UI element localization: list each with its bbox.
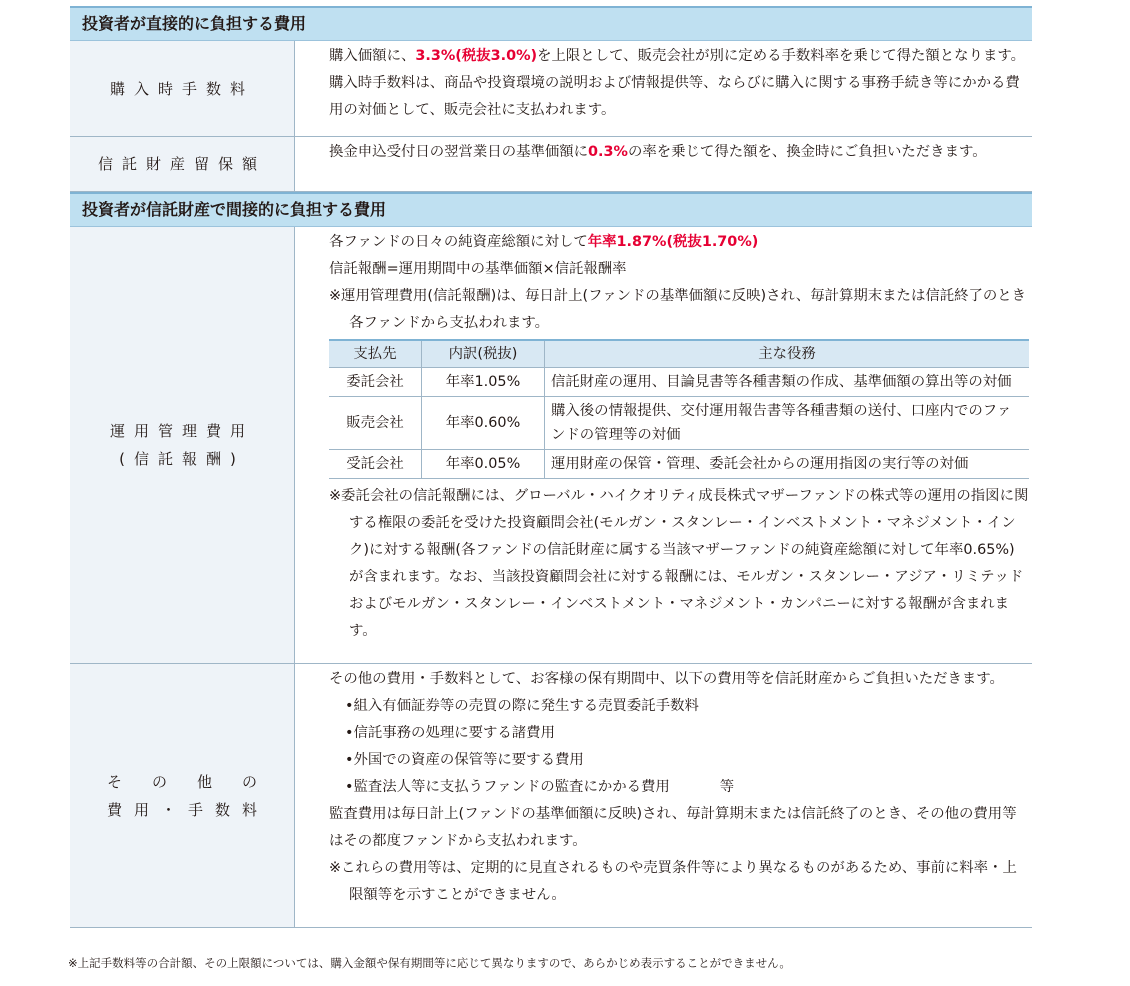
list-item: •外国での資産の保管等に要する費用 <box>345 752 584 768</box>
row-other-fees <box>70 664 1032 928</box>
management-fee-rate: 年率1.87%(税抜1.70%) <box>587 234 759 250</box>
content-other-fees: その他の費用・手数料として、お客様の保有期間中、以下の費用等を信託財産からご負担いただきます。 •組入有価証券等の売買の際に発生する売買委託手数料 •信託事務の処理に要する諸費用 •外国での資産の保管等に要する費用 •監査法人等に支払うファンドの監査にかかる費用 等 監査費用は毎日計上(ファンドの基準価額に反映)され、毎計算期末または信託終了のとき、その他の費用等はその都度ファンドから支払われます。 ※これらの費用等は、定期的に見直されるものや売買条件等により異なるものがあるため、事前に料率・上限額等を示すことができません。 <box>295 664 1032 927</box>
label-purchase-fee: 購入時手数料 <box>70 41 295 136</box>
section-header-direct: 投資者が直接的に負担する費用 <box>70 6 1032 41</box>
fee-table <box>70 6 1032 928</box>
list-item: •監査法人等に支払うファンドの監査にかかる費用 等 <box>345 779 735 795</box>
header-payee: 支払先 <box>329 340 422 368</box>
label-other-fees: その他の 費用・手数料 <box>70 664 295 927</box>
row-purchase-fee <box>70 41 1032 137</box>
footnote: ※上記手数料等の合計額、その上限額については、購入金額や保有期間等に応じて異なりますので、あらかじめ表示することができません。 <box>68 956 791 970</box>
list-item: •信託事務の処理に要する諸費用 <box>345 725 555 741</box>
label-retention: 信託財産留保額 <box>70 137 295 191</box>
table-row: 販売会社 年率0.60% 購入後の情報提供、交付運用報告書等各種書類の送付、口座内でのファンドの管理等の対価 <box>329 397 1029 450</box>
list-item: •組入有価証券等の売買の際に発生する売買委託手数料 <box>345 698 699 714</box>
purchase-fee-rate: 3.3%(税抜3.0%) <box>415 48 538 64</box>
label-management-fee: 運用管理費用 (信託報酬) <box>70 227 295 663</box>
table-row: 委託会社 年率1.05% 信託財産の運用、目論見書等各種書類の作成、基準価額の算出等の対価 <box>329 368 1029 397</box>
section-header-indirect: 投資者が信託財産で間接的に負担する費用 <box>70 192 1032 227</box>
content-management-fee: 各ファンドの日々の純資産総額に対して年率1.87%(税抜1.70%) 信託報酬=運用期間中の基準価額×信託報酬率 ※運用管理費用(信託報酬)は、毎日計上(ファンドの基準価額に反映)され、毎計算期末または信託終了のとき各ファンドから支払われます。 支払先 内訳(税抜) 主な役務 委託会社 年率1.05% 信託財産の運用、目論見書等各種書類の作成、基準価額の算出等の対価 販売会社 年率0.60% 購入後の情報提供、交付運用報告書等各種書類の送付、口座内でのファンドの管理等の対価 受託会社 年率0.05% 運用財産の保管・管理、委託会社からの運用指図の実行等の対価 ※委託会社の信託報酬には、グローバル・ハイクオリティ成長株式マザーファンドの株式等の運用の指図に関する権限の委託を受けた投資顧問会社(モルガン・スタンレー・インベストメント・マネジメント・インク)に対する報酬(各ファンドの信託財産に属する当該マザーファンドの純資産総額に対して年率0.65%)が含まれます。なお、当該投資顧問会社に対する報酬には、モルガン・スタンレー・アジア・リミテッドおよびモルガン・スタンレー・インベストメント・マネジメント・カンパニーに対する報酬が含まれます。 <box>329 234 1029 639</box>
row-management-fee <box>70 227 1032 664</box>
fee-breakdown-table <box>329 339 1029 479</box>
header-rate: 内訳(税抜) <box>422 340 545 368</box>
retention-rate: 0.3% <box>588 144 628 160</box>
content-retention: 換金申込受付日の翌営業日の基準価額に0.3%の率を乗じて得た額を、換金時にご負担いただきます。 <box>329 144 987 160</box>
table-row: 受託会社 年率0.05% 運用財産の保管・管理、委託会社からの運用指図の実行等の対価 <box>329 450 1029 479</box>
row-retention <box>70 137 1032 192</box>
header-role: 主な役務 <box>545 340 1030 368</box>
content-purchase-fee: 購入価額に、3.3%(税抜3.0%)を上限として、販売会社が別に定める手数料率を乗じて得た額となります。 購入時手数料は、商品や投資環境の説明および情報提供等、ならびに購入に関する事務手続き等にかかる費用の対価として、販売会社に支払われます。 <box>329 48 1025 118</box>
